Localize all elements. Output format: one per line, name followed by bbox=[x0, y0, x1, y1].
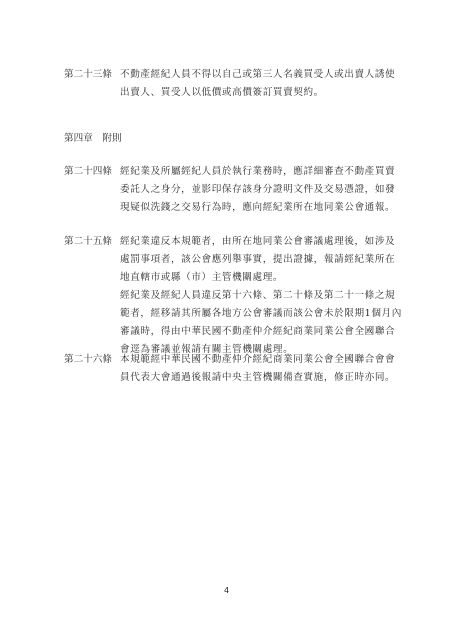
article-paragraph: 本規範經中華民國不動產仲介經紀商業同業公會全國聯合會會員代表大會通過後報請中央主管機關備查實施，修正時亦同。 bbox=[120, 354, 396, 383]
article-paragraph: 不動產經紀人員不得以自己或第三人名義買受人或出賣人誘使出賣人、買受人以低價或高價簽訂買賣契約。 bbox=[120, 69, 396, 98]
article-label: 第二十六條 bbox=[64, 354, 112, 365]
article-label: 第二十五條 bbox=[64, 236, 112, 247]
article-26 bbox=[64, 351, 404, 387]
article-body bbox=[120, 351, 404, 387]
page-number: 4 bbox=[223, 586, 230, 595]
chapter-heading: 第四章 附則 bbox=[64, 133, 122, 144]
article-24 bbox=[64, 163, 404, 217]
article-paragraph: 經紀業及經紀人員違反第十六條、第二十條及第二十一條之規範者，經移請其所屬各地方公會審議而該公會未於限期1個月內審議時，得由中華民國不動產仲介經紀商業同業公會全國聯合會逕為審議並報請有關主管機關處理。 bbox=[120, 290, 402, 355]
article-paragraph: 經紀業及所屬經紀人員於執行業務時，應詳細審查不動產買賣委託人之身分，並影印保存該身分證明文件及交易憑證，如發現疑似洗錢之交易行為時，應向經紀業所在地同業公會通報。 bbox=[120, 166, 396, 213]
article-label: 第二十四條 bbox=[64, 166, 112, 177]
article-23 bbox=[64, 66, 404, 102]
article-body bbox=[120, 233, 404, 359]
article-label: 第二十三條 bbox=[64, 69, 112, 80]
article-body bbox=[120, 66, 404, 102]
article-paragraph: 經紀業違反本規範者，由所在地同業公會審議處理後，如涉及處罰事項者，該公會應列舉事實，提出證據，報請經紀業所在地直轄市或縣（市）主管機關處理。 bbox=[120, 236, 396, 283]
article-25 bbox=[64, 233, 404, 359]
article-body bbox=[120, 163, 404, 217]
